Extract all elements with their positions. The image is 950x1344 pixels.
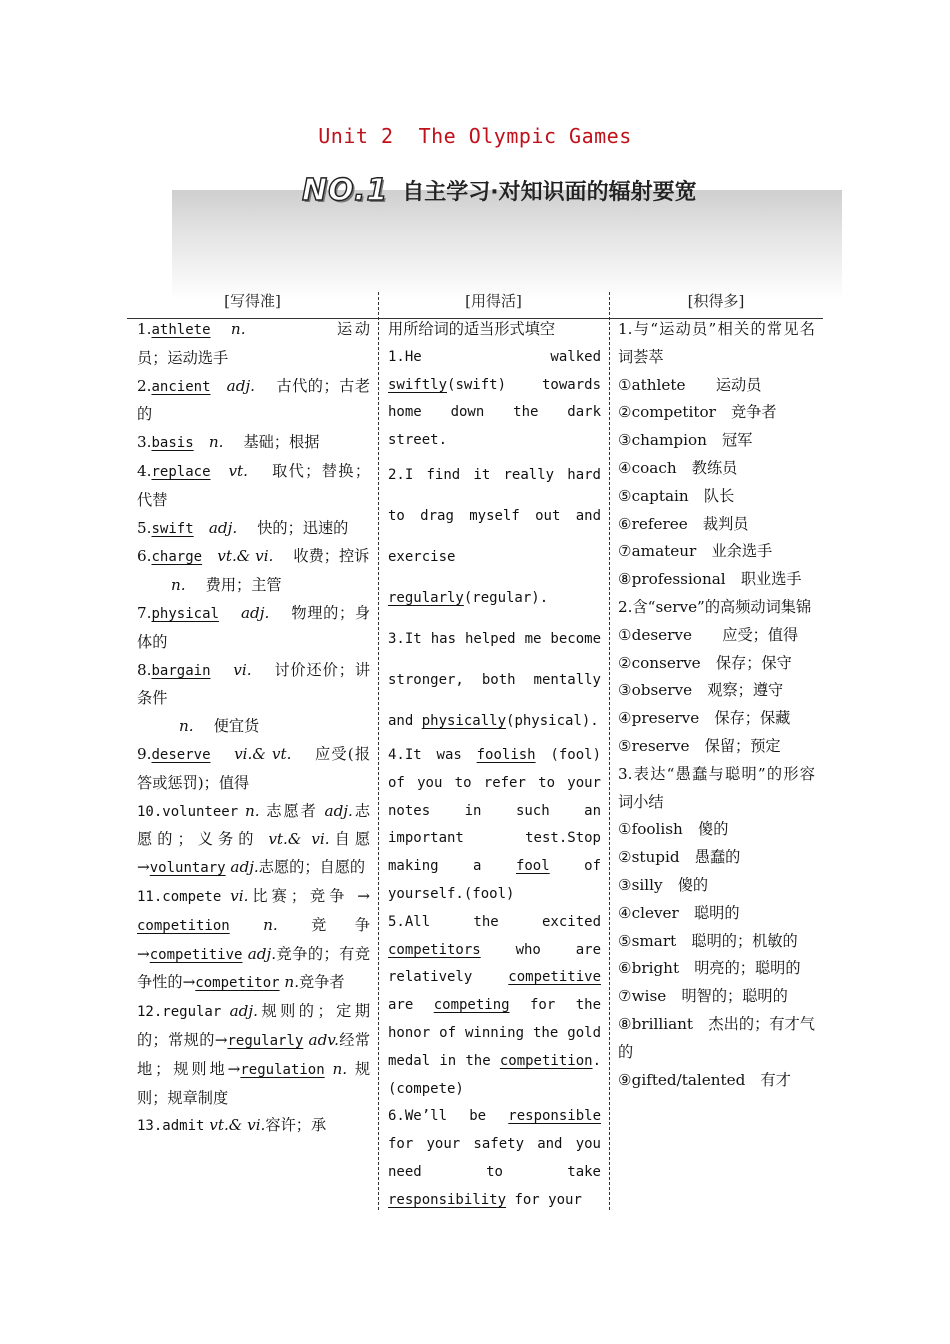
- exercise-item: 3.It has helped me become stronger, both mentally and physically(physical).: [388, 630, 601, 729]
- vocab-item: 8.bargain vi. 讨价还价；讲条件: [137, 660, 370, 708]
- list-item: ①foolish 傻的: [618, 820, 729, 839]
- vocab-item: 7.physical adj. 物理的；身体的: [137, 603, 370, 651]
- group-title: 1.与“运动员”相关的常见名词荟萃: [618, 320, 815, 366]
- banner-text: 自主学习·对知识面的辐射要宽: [402, 179, 697, 205]
- vocab-item: 13.admit vt.& vi.容许；承: [137, 1116, 327, 1135]
- list-item: ③observe 观察；遵守: [618, 681, 784, 700]
- column-divider-1: [378, 292, 379, 1210]
- exercise-instruction: 用所给词的适当形式填空: [388, 320, 556, 338]
- list-item: ④preserve 保存；保藏: [618, 709, 791, 728]
- vocab-subitem: n. 费用；主管: [171, 576, 282, 595]
- col2-header: [用得活]: [465, 292, 522, 310]
- vocab-item: 3.basis n. 基础；根据: [137, 433, 320, 452]
- vocab-item: 12.regular adj.规则的；定期的；常规的→regularly adv.经常地；规则地→regulation n. 规则；规章制度: [137, 1002, 370, 1107]
- list-item: ④coach 教练员: [618, 458, 738, 477]
- banner-title: [302, 170, 697, 210]
- list-item: ⑤smart 聪明的；机敏的: [618, 931, 798, 950]
- list-item: ②stupid 愚蠢的: [618, 848, 741, 867]
- list-item: ⑦amateur 业余选手: [618, 542, 773, 561]
- exercise-item: 1.He walked swiftly(swift) towards home down the dark street.: [388, 348, 601, 449]
- list-item: ④clever 聪明的: [618, 903, 740, 922]
- group-title: 3.表达“愚蠢与聪明”的形容词小结: [618, 764, 815, 811]
- list-item: ⑧professional 职业选手: [618, 570, 802, 589]
- vocab-item: 4.replace vt. 取代；替换；代替: [137, 461, 370, 509]
- exercise-item: 6.We’ll be responsible for your safety and you need to take responsibility for your: [388, 1108, 601, 1208]
- vocab-item: 1.athlete n. 运动员；运动选手: [137, 320, 370, 367]
- list-item: ①deserve 应受；值得: [618, 625, 799, 644]
- list-item: ⑤captain 队长: [618, 486, 735, 505]
- list-item: ⑧brilliant 杰出的；有才气的: [618, 1014, 815, 1061]
- vocab-item: 2.ancient adj. 古代的；古老的: [137, 376, 370, 424]
- column-divider-2: [609, 292, 610, 1210]
- list-item: ③champion 冠军: [618, 431, 753, 450]
- list-item: ⑥bright 明亮的；聪明的: [618, 959, 801, 978]
- list-item: ⑦wise 明智的；聪明的: [618, 987, 788, 1006]
- vocab-item: 10.volunteer n. 志愿者 adj.志愿的；义务的 vt.& vi.自愿→voluntary adj.志愿的；自愿的: [137, 801, 370, 877]
- accumulate-column: [618, 316, 815, 1216]
- vocab-item: 9.deserve vi.& vt. 应受(报答或惩罚)；值得: [137, 744, 370, 792]
- exercise-item: 4.It was foolish (fool) of you to refer to your notes in such an important test.Stop making a fool of yourself.(fool): [388, 746, 601, 902]
- exercise-item: 2.I find it really hard to drag myself out and exercise regularly(regular).: [388, 466, 601, 606]
- vocab-subitem: n. 便宜货: [179, 717, 260, 736]
- group-title: 2.含“serve”的高频动词集锦: [618, 597, 812, 616]
- list-item: ①athlete 运动员: [618, 375, 762, 394]
- exercise-column: [388, 316, 601, 1216]
- list-item: ③silly 傻的: [618, 875, 709, 894]
- list-item: ②conserve 保存；保守: [618, 653, 792, 672]
- exercise-item: 5.All the excited competitors who are relatively competitive are competing for the honor of winning the gold medal in the competition.(compete): [388, 913, 601, 1097]
- col1-header: [写得准]: [224, 292, 281, 310]
- list-item: ⑨gifted/talented 有才: [618, 1070, 791, 1089]
- list-item: ⑤reserve 保留；预定: [618, 736, 781, 755]
- list-item: ②competitor 竞争者: [618, 403, 777, 422]
- vocab-item: 11.compete vi.比赛；竞争 → competition n. 竞争 →competitive adj.竞争的；有竞争性的→competitor n.竞争者: [137, 886, 370, 992]
- list-item: ⑥referee 裁判员: [618, 514, 749, 533]
- banner-number: NO.1: [302, 172, 389, 208]
- vocab-column: [137, 316, 370, 1216]
- vocab-item: 5.swift adj. 快的；迅速的: [137, 518, 349, 537]
- unit-title: Unit 2 The Olympic Games: [318, 124, 632, 148]
- vocab-item: 6.charge vt.& vi. 收费；控诉: [137, 547, 370, 566]
- col3-header: [积得多]: [687, 292, 745, 310]
